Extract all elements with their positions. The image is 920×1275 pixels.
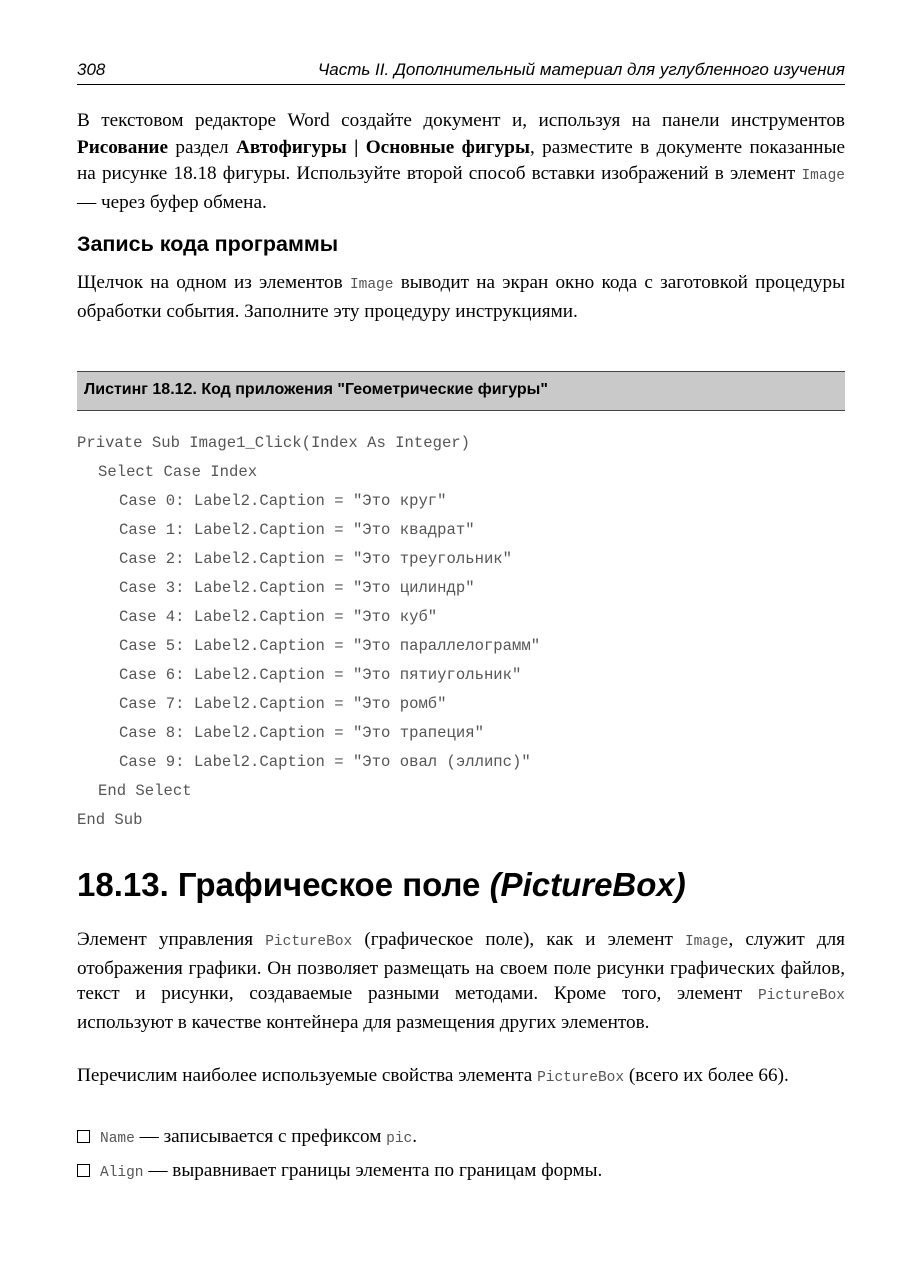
picturebox-paragraph-1: [77, 927, 845, 1035]
intro-text: В текстовом редакторе Word создайте документ и, используя на панели инструментов: [77, 110, 845, 131]
intro-text: , разместите в документе показанные на рисунке 18.18 фигуры. Используйте второй способ вставки изображений в элемент: [77, 136, 845, 184]
paragraph-text: Элемент управления: [77, 929, 266, 950]
picturebox-paragraph-2: [77, 1063, 845, 1092]
paragraph-text: Щелчок на одном из элементов: [77, 272, 350, 293]
inline-code: Name: [100, 1131, 135, 1147]
list-item-text: — записывается с префиксом: [134, 1126, 387, 1147]
code-line: Case 3: Label2.Caption = "Это цилиндр": [119, 579, 475, 597]
code-line: End Select: [98, 782, 192, 800]
paragraph-text: , служит для отображения графики. Он позволяет размещать на своем поле рисунки графических файлов, текст и рисунки, создаваемые разными методами. Кроме того, элемент: [77, 929, 845, 1005]
inline-code: Align: [100, 1165, 144, 1181]
list-item: [77, 1124, 845, 1152]
list-item-text: — выравнивает границы элемента по границам формы.: [143, 1160, 603, 1181]
code-line: End Sub: [77, 811, 143, 829]
code-line: Case 0: Label2.Caption = "Это круг": [119, 492, 447, 510]
inline-code: pic: [386, 1131, 413, 1147]
paragraph-text: выводит на экран окно кода с заготовкой процедуры обработки события. Заполните эту процедуру инструкциями.: [77, 272, 846, 322]
code-line: Case 7: Label2.Caption = "Это ромб": [119, 695, 447, 713]
code-line: Case 5: Label2.Caption = "Это параллелограмм": [119, 637, 541, 655]
code-line: Case 9: Label2.Caption = "Это овал (эллипс)": [119, 753, 531, 771]
code-line: Select Case Index: [98, 463, 258, 481]
checkbox-bullet-icon: [77, 1164, 90, 1177]
paragraph-text: Перечислим наиболее используемые свойства элемента: [77, 1065, 538, 1086]
intro-text: раздел: [168, 136, 236, 158]
heading-italic-text: (PictureBox): [489, 866, 686, 903]
intro-bold-risovanie: Рисование: [77, 136, 168, 158]
code-line: Case 1: Label2.Caption = "Это квадрат": [119, 521, 475, 539]
running-header: [77, 58, 845, 85]
inline-code: PictureBox: [537, 1070, 625, 1086]
code-line: Case 4: Label2.Caption = "Это куб": [119, 608, 438, 626]
part-title: Часть II. Дополнительный материал для углубленного изучения: [317, 60, 845, 79]
paragraph-text: (всего их более 66).: [624, 1065, 789, 1086]
heading-main-text: 18.13. Графическое поле: [77, 866, 490, 903]
code-line: Case 6: Label2.Caption = "Это пятиугольник": [119, 666, 522, 684]
listing-caption-text: Листинг 18.12. Код приложения "Геометрические фигуры": [84, 381, 548, 398]
listing-caption: [77, 371, 845, 411]
code-line: Private Sub Image1_Click(Index As Integer): [77, 434, 471, 452]
code-line: Case 8: Label2.Caption = "Это трапеция": [119, 724, 484, 742]
list-item-text: .: [412, 1126, 418, 1147]
section-heading-picturebox: [77, 866, 686, 904]
section-heading-code: Запись кода программы: [77, 232, 339, 256]
inline-code: PictureBox: [265, 934, 353, 950]
code-line: Case 2: Label2.Caption = "Это треугольник": [119, 550, 513, 568]
checkbox-bullet-icon: [77, 1130, 90, 1143]
inline-code: PictureBox: [757, 988, 845, 1005]
list-item: [77, 1158, 845, 1186]
inline-code: Image: [349, 277, 394, 293]
intro-paragraph: [77, 108, 845, 216]
page-number: 308: [77, 60, 106, 79]
inline-code: Image: [684, 934, 729, 950]
inline-code: Image: [801, 168, 845, 184]
intro-text: — через буфер обмена.: [77, 191, 267, 213]
code-section-paragraph: [77, 270, 845, 325]
paragraph-text: используют в качестве контейнера для размещения других элементов.: [77, 1011, 650, 1033]
paragraph-text: (графическое поле), как и элемент: [352, 929, 685, 950]
intro-bold-autoshapes: Автофигуры | Основные фигуры: [235, 136, 530, 158]
